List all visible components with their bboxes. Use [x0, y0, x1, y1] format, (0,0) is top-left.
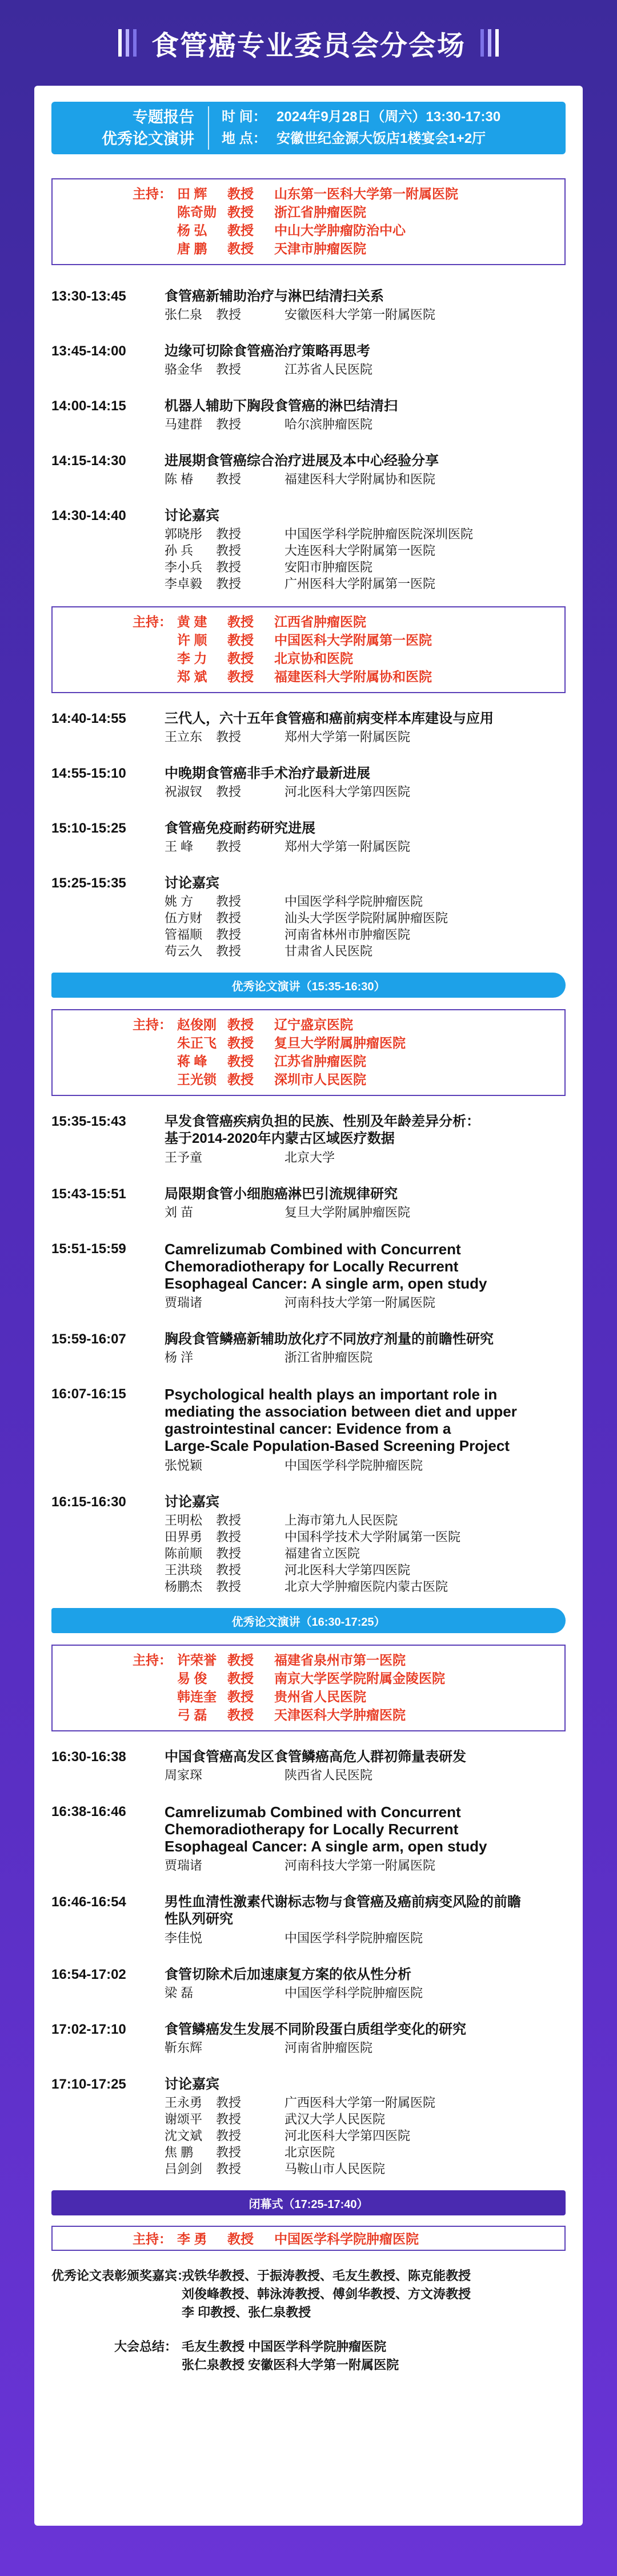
speaker-name: 周家琛	[165, 1768, 203, 1782]
speaker-title: 教授	[216, 2162, 242, 2176]
speaker-name: 吕剑剑	[165, 2162, 203, 2176]
agenda-time: 15:43-15:51	[51, 1186, 126, 1202]
speaker-hospital: 北京大学肿瘤医院内蒙古医院	[285, 1579, 448, 1594]
agenda-time: 16:38-16:46	[51, 1804, 126, 1819]
host-title: 教授	[227, 223, 254, 238]
speaker-title: 教授	[216, 785, 242, 799]
session-details	[209, 106, 500, 150]
host-hospital: 辽宁盛京医院	[274, 1017, 353, 1032]
agenda-title	[165, 1241, 564, 1292]
speaker-title: 教授	[216, 577, 242, 591]
summary-line: 毛友生教授 中国医学科学院肿瘤医院	[182, 2339, 387, 2354]
agenda-title-line: 进展期食管癌综合治疗进展及本中心经验分享	[165, 453, 439, 469]
speaker-hospital: 福建医科大学附属协和医院	[285, 472, 436, 486]
agenda-item	[34, 1113, 583, 1166]
agenda-time: 13:45-14:00	[51, 343, 126, 359]
host-label: 主持：	[133, 1017, 172, 1032]
speaker-name: 苟云久	[165, 944, 203, 958]
agenda-title	[165, 1331, 564, 1348]
host-name: 蒋 峰	[177, 1054, 207, 1069]
awards-line: 刘俊峰教授、韩泳涛教授、傅剑华教授、方文涛教授	[182, 2287, 471, 2301]
speaker-hospital: 郑州大学第一附属医院	[285, 839, 411, 854]
speaker-name: 王永勇	[165, 2095, 203, 2110]
speaker-name: 陈前顺	[165, 1546, 203, 1561]
host-name: 黄 建	[177, 614, 207, 629]
host-hospital: 复旦大学附属肿瘤医院	[274, 1035, 406, 1050]
page-header	[0, 0, 617, 86]
agenda-title-line: Esophageal Cancer: A single arm, open study	[165, 1275, 487, 1292]
speaker-hospital: 河北医科大学第四医院	[285, 785, 411, 799]
speaker-title: 教授	[216, 472, 242, 486]
host-hospital: 福建医科大学附属协和医院	[274, 669, 432, 684]
agenda-item	[34, 875, 583, 960]
agenda-item	[34, 507, 583, 593]
speaker-name: 管福顺	[165, 927, 203, 942]
agenda-time: 16:46-16:54	[51, 1894, 126, 1910]
agenda-item	[34, 1894, 583, 1947]
speaker-hospital: 浙江省肿瘤医院	[285, 1350, 373, 1365]
agenda-title-line: 机器人辅助下胸段食管癌的淋巴结清扫	[165, 398, 398, 414]
page-title: 食管癌专业委员会分会场	[151, 29, 466, 62]
agenda-title-line: 中国食管癌高发区食管鳞癌高危人群初筛量表研发	[165, 1749, 466, 1765]
agenda-time: 14:55-15:10	[51, 766, 126, 781]
host-name: 弓 磊	[177, 1707, 207, 1722]
host-label: 主持：	[133, 2231, 172, 2246]
host-hospital: 贵州省人民医院	[274, 1689, 366, 1704]
speaker-name: 骆金华	[165, 362, 203, 377]
speaker-hospital: 广西医科大学第一附属医院	[285, 2095, 436, 2110]
speaker-hospital: 郑州大学第一附属医院	[285, 730, 411, 744]
header-decoration-right	[480, 29, 499, 57]
host-label: 主持：	[133, 186, 172, 201]
host-name: 陈奇勋	[177, 205, 217, 219]
host-name: 郑 斌	[177, 669, 207, 684]
agenda-item	[34, 2021, 583, 2057]
speaker-hospital: 上海市第九人民医院	[285, 1513, 398, 1527]
speaker-hospital: 安徽医科大学第一附属医院	[285, 307, 436, 322]
speaker-hospital: 中国科学技术大学附属第一医院	[285, 1530, 461, 1544]
speaker-hospital: 中国医学科学院肿瘤医院	[285, 1931, 423, 1945]
speaker-hospital: 安阳市肿瘤医院	[285, 560, 373, 574]
host-name: 韩连奎	[177, 1689, 217, 1704]
speaker-name: 贾瑞诸	[165, 1858, 203, 1873]
speaker-name: 张仁泉	[165, 307, 203, 322]
header-decoration-left	[118, 29, 137, 57]
host-title: 教授	[227, 1072, 254, 1087]
agenda-item	[34, 1803, 583, 1874]
agenda-title-line: Camrelizumab Combined with Concurrent	[165, 1803, 461, 1821]
speaker-title: 教授	[216, 1546, 242, 1561]
agenda-title	[165, 1186, 564, 1203]
speaker-name: 贾瑞诸	[165, 1295, 203, 1310]
speaker-name: 焦 鹏	[165, 2145, 194, 2159]
agenda-title-line: 胸段食管鳞癌新辅助放化疗不同放疗剂量的前瞻性研究	[165, 1331, 494, 1347]
agenda-title	[165, 1386, 564, 1454]
speaker-name: 陈 椿	[165, 472, 194, 486]
host-title: 教授	[227, 1689, 254, 1704]
agenda-title	[165, 1494, 564, 1511]
host-label: 主持：	[133, 614, 172, 629]
host-title: 教授	[227, 2231, 254, 2246]
agenda-item	[34, 1749, 583, 1784]
session-type-line: 专题报告	[133, 109, 194, 126]
agenda-time: 17:02-17:10	[51, 2022, 126, 2037]
agenda-title-line: 讨论嘉宾	[165, 875, 219, 891]
program-card	[34, 86, 583, 2526]
agenda-time: 14:00-14:15	[51, 398, 126, 414]
agenda-title-line: Large-Scale Population-Based Screening Project	[165, 1437, 510, 1454]
host-hospital: 深圳市人民医院	[274, 1072, 366, 1087]
agenda-time: 17:10-17:25	[51, 2077, 126, 2092]
agenda-title	[165, 875, 564, 892]
host-title: 教授	[227, 1707, 254, 1722]
host-name: 许 顺	[177, 633, 207, 647]
agenda-title	[165, 288, 564, 305]
speaker-hospital: 中国医学科学院肿瘤医院	[285, 894, 423, 909]
host-title: 教授	[227, 651, 254, 666]
host-hospital: 山东第一医科大学第一附属医院	[274, 186, 458, 201]
host-hospital: 福建省泉州市第一医院	[274, 1653, 406, 1667]
host-title: 教授	[227, 614, 254, 629]
host-name: 李 力	[177, 651, 207, 666]
agenda-title	[165, 507, 564, 525]
host-title: 教授	[227, 1054, 254, 1069]
speaker-name: 王明松	[165, 1513, 203, 1527]
session-type	[51, 106, 209, 150]
host-title: 教授	[227, 205, 254, 219]
speaker-hospital: 陕西省人民医院	[285, 1768, 373, 1782]
speaker-name: 伍方财	[165, 911, 203, 925]
speaker-hospital: 哈尔滨肿瘤医院	[285, 417, 373, 431]
section-bar: 优秀论文演讲（15:35-16:30）	[51, 973, 566, 998]
speaker-name: 姚 方	[165, 894, 194, 909]
agenda-time: 16:54-17:02	[51, 1967, 126, 1982]
host-hospital: 江西省肿瘤医院	[274, 614, 366, 629]
agenda-title-line: 中晚期食管癌非手术治疗最新进展	[165, 766, 370, 781]
agenda-title-line: Psychological health plays an important role in	[165, 1386, 498, 1403]
host-hospital: 天津市肿瘤医院	[274, 241, 366, 256]
agenda-item	[34, 710, 583, 746]
speaker-name: 王 峰	[165, 839, 194, 854]
host-title: 教授	[227, 633, 254, 647]
time-value: 2024年9月28日（周六）13:30-17:30	[277, 109, 501, 125]
agenda-item	[34, 1186, 583, 1221]
speaker-name: 王立东	[165, 730, 203, 744]
agenda-title-line: Chemoradiotherapy for Locally Recurrent	[165, 1258, 459, 1275]
agenda-item	[34, 1966, 583, 2002]
agenda-title	[165, 2076, 564, 2093]
speaker-name: 马建群	[165, 417, 203, 431]
speaker-title: 教授	[216, 527, 242, 541]
host-box	[51, 1645, 566, 1731]
speaker-hospital: 中国医学科学院肿瘤医院	[285, 1986, 423, 2000]
agenda-title-line: Camrelizumab Combined with Concurrent	[165, 1241, 461, 1258]
speaker-name: 李卓毅	[165, 577, 203, 591]
agenda-title-line: 局限期食管小细胞癌淋巴引流规律研究	[165, 1186, 398, 1202]
speaker-hospital: 中国医学科学院肿瘤医院深圳医院	[285, 527, 474, 541]
speaker-name: 梁 磊	[165, 1986, 194, 2000]
agenda-item	[34, 2076, 583, 2178]
agenda-item	[34, 453, 583, 488]
place-label: 地 点：	[222, 131, 267, 146]
agenda-item	[34, 343, 583, 378]
speaker-name: 靳东辉	[165, 2041, 203, 2055]
agenda-item	[34, 1494, 583, 1595]
agenda-time: 16:07-16:15	[51, 1386, 126, 1402]
speaker-hospital: 河南省肿瘤医院	[285, 2041, 373, 2055]
host-title: 教授	[227, 1035, 254, 1050]
agenda-title	[165, 765, 564, 782]
agenda-title-line: 三代人，六十五年食管癌和癌前病变样本库建设与应用	[165, 711, 494, 726]
agenda-title-line: Esophageal Cancer: A single arm, open study	[165, 1838, 487, 1855]
speaker-title: 教授	[216, 2145, 242, 2159]
host-name: 李 勇	[177, 2231, 207, 2246]
speaker-title: 教授	[216, 417, 242, 431]
summary-line: 张仁泉教授 安徽医科大学第一附属医院	[182, 2358, 399, 2372]
host-name: 唐 鹏	[177, 241, 207, 256]
agenda-item	[34, 820, 583, 855]
host-name: 杨 弘	[177, 223, 207, 238]
agenda-title-line: 早发食管癌疾病负担的民族、性别及年龄差异分析：	[165, 1114, 480, 1129]
agenda-title	[165, 1113, 564, 1147]
speaker-name: 李小兵	[165, 560, 203, 574]
agenda-item	[34, 398, 583, 433]
speaker-name: 田界勇	[165, 1530, 203, 1544]
speaker-name: 王洪琰	[165, 1563, 203, 1577]
speaker-hospital: 北京大学	[285, 1150, 335, 1165]
agenda-title	[165, 1803, 564, 1855]
speaker-name: 祝淑钗	[165, 785, 203, 799]
agenda-time: 15:25-15:35	[51, 875, 126, 891]
info-bar	[51, 102, 566, 154]
speaker-title: 教授	[216, 927, 242, 942]
host-title: 教授	[227, 1017, 254, 1032]
host-title: 教授	[227, 1653, 254, 1667]
speaker-title: 教授	[216, 1563, 242, 1577]
agenda-time: 16:15-16:30	[51, 1494, 126, 1510]
host-title: 教授	[227, 241, 254, 256]
agenda-time: 15:35-15:43	[51, 1114, 126, 1129]
host-hospital: 中国医学科学院肿瘤医院	[274, 2231, 419, 2246]
host-name: 赵俊刚	[177, 1017, 217, 1032]
speaker-hospital: 河北医科大学第四医院	[285, 2129, 411, 2143]
speaker-name: 王予童	[165, 1150, 203, 1165]
agenda-time: 15:59-16:07	[51, 1331, 126, 1347]
agenda-time: 14:30-14:40	[51, 508, 126, 523]
host-hospital: 南京大学医学院附属金陵医院	[274, 1671, 445, 1686]
agenda-title	[165, 1894, 564, 1928]
speaker-hospital: 河南科技大学第一附属医院	[285, 1295, 436, 1310]
agenda-time: 15:10-15:25	[51, 821, 126, 836]
agenda-title-line: 讨论嘉宾	[165, 2077, 219, 2092]
host-name: 易 俊	[177, 1671, 207, 1686]
host-hospital: 天津医科大学肿瘤医院	[274, 1707, 406, 1722]
speaker-hospital: 汕头大学医学院附属肿瘤医院	[285, 911, 448, 925]
agenda-title-line: 基于2014-2020年内蒙古区域医疗数据	[165, 1131, 395, 1146]
agenda-title-line: 食管癌新辅助治疗与淋巴结清扫关系	[165, 289, 384, 304]
speaker-title: 教授	[216, 944, 242, 958]
speaker-hospital: 马鞍山市人民医院	[285, 2162, 386, 2176]
agenda-title-line: mediating the association between diet and upper	[165, 1403, 517, 1420]
speaker-title: 教授	[216, 911, 242, 925]
agenda-title	[165, 398, 564, 415]
agenda-title	[165, 453, 564, 470]
speaker-name: 孙 兵	[165, 543, 194, 558]
agenda-item	[34, 1241, 583, 1311]
agenda-time: 16:30-16:38	[51, 1749, 126, 1765]
host-box	[51, 178, 566, 265]
agenda-title-line: 边缘可切除食管癌治疗策略再思考	[165, 343, 370, 359]
speaker-title: 教授	[216, 1579, 242, 1594]
agenda-time: 13:30-13:45	[51, 289, 126, 304]
speaker-title: 教授	[216, 894, 242, 909]
speaker-hospital: 中国医学科学院肿瘤医院	[285, 1458, 423, 1473]
speaker-name: 张悦颖	[165, 1458, 203, 1473]
agenda-title	[165, 820, 564, 837]
section-bar: 优秀论文演讲（16:30-17:25）	[51, 1608, 566, 1633]
host-title: 教授	[227, 1671, 254, 1686]
agenda-title-line: gastrointestinal cancer: Evidence from a	[165, 1420, 451, 1437]
speaker-hospital: 复旦大学附属肿瘤医院	[285, 1205, 411, 1219]
speaker-name: 李佳悦	[165, 1931, 203, 1945]
host-title: 教授	[227, 186, 254, 201]
speaker-title: 教授	[216, 543, 242, 558]
speaker-name: 郭晓彤	[165, 527, 203, 541]
host-name: 朱正飞	[177, 1035, 217, 1050]
speaker-title: 教授	[216, 1530, 242, 1544]
speaker-name: 杨 洋	[165, 1350, 194, 1365]
agenda-title	[165, 1966, 564, 1983]
speaker-hospital: 江苏省人民医院	[285, 362, 373, 377]
host-hospital: 北京协和医院	[274, 651, 353, 666]
host-hospital: 江苏省肿瘤医院	[274, 1054, 366, 1069]
session-type-line: 优秀论文演讲	[102, 130, 194, 147]
speaker-title: 教授	[216, 2095, 242, 2110]
host-name: 田 辉	[177, 186, 207, 201]
agenda-item	[34, 1386, 583, 1474]
time-label: 时 间：	[222, 109, 267, 125]
place-value: 安徽世纪金源大饭店1楼宴会1+2厅	[277, 131, 486, 146]
host-hospital: 中国医科大学附属第一医院	[274, 633, 432, 647]
agenda-title-line: 食管癌免疫耐药研究进展	[165, 821, 315, 836]
speaker-hospital: 北京医院	[285, 2145, 335, 2159]
speaker-hospital: 河南科技大学第一附属医院	[285, 1858, 436, 1873]
agenda-title	[165, 710, 564, 727]
agenda-title-line: 食管切除术后加速康复方案的依从性分析	[165, 1967, 411, 1982]
speaker-hospital: 河南省林州市肿瘤医院	[285, 927, 411, 942]
speaker-hospital: 武汉大学人民医院	[285, 2112, 386, 2126]
agenda-item	[34, 1331, 583, 1366]
speaker-title: 教授	[216, 1513, 242, 1527]
awards-line: 戎铁华教授、于振涛教授、毛友生教授、陈克能教授	[182, 2269, 471, 2283]
host-label: 主持：	[133, 1653, 172, 1667]
speaker-title: 教授	[216, 839, 242, 854]
speaker-name: 杨鹏杰	[165, 1579, 203, 1594]
host-title: 教授	[227, 669, 254, 684]
speaker-title: 教授	[216, 307, 242, 322]
speaker-name: 谢颂平	[165, 2112, 203, 2126]
agenda-title-line: 男性血清性激素代谢标志物与食管癌及癌前病变风险的前瞻	[165, 1894, 521, 1910]
speaker-hospital: 甘肃省人民医院	[285, 944, 373, 958]
agenda-title-line: 食管鳞癌发生发展不同阶段蛋白质组学变化的研究	[165, 2022, 466, 2037]
host-hospital: 中山大学肿瘤防治中心	[274, 223, 406, 238]
host-name: 许荣誉	[177, 1653, 217, 1667]
speaker-hospital: 河北医科大学第四医院	[285, 1563, 411, 1577]
speaker-hospital: 大连医科大学附属第一医院	[285, 543, 436, 558]
awards-line: 李 印教授、张仁泉教授	[182, 2305, 311, 2319]
host-box	[51, 606, 566, 693]
agenda-title	[165, 2021, 564, 2038]
agenda-item	[34, 288, 583, 323]
agenda-time: 14:15-14:30	[51, 453, 126, 469]
agenda-time: 14:40-14:55	[51, 711, 126, 726]
speaker-title: 教授	[216, 2112, 242, 2126]
speaker-title: 教授	[216, 730, 242, 744]
host-hospital: 浙江省肿瘤医院	[274, 205, 366, 219]
agenda-title-line: 性队列研究	[165, 1911, 233, 1927]
agenda-title-line: Chemoradiotherapy for Locally Recurrent	[165, 1821, 459, 1838]
agenda-time: 15:51-15:59	[51, 1241, 126, 1257]
agenda-title-line: 讨论嘉宾	[165, 1494, 219, 1510]
agenda-title	[165, 1749, 564, 1766]
host-name: 王光锁	[177, 1072, 217, 1087]
section-bar: 闭幕式（17:25-17:40）	[51, 2190, 566, 2215]
speaker-name: 刘 苗	[165, 1205, 194, 1219]
speaker-hospital: 广州医科大学附属第一医院	[285, 577, 436, 591]
agenda-item	[34, 765, 583, 801]
agenda-title	[165, 343, 564, 360]
host-box	[51, 1009, 566, 1096]
closing-host-box	[51, 2226, 566, 2251]
speaker-hospital: 福建省立医院	[285, 1546, 360, 1561]
agenda-title-line: 讨论嘉宾	[165, 508, 219, 523]
speaker-name: 沈文斌	[165, 2129, 203, 2143]
awards-label: 优秀论文表彰颁奖嘉宾：	[51, 2269, 190, 2283]
speaker-title: 教授	[216, 362, 242, 377]
speaker-title: 教授	[216, 2129, 242, 2143]
summary-label: 大会总结：	[114, 2339, 178, 2354]
speaker-title: 教授	[216, 560, 242, 574]
